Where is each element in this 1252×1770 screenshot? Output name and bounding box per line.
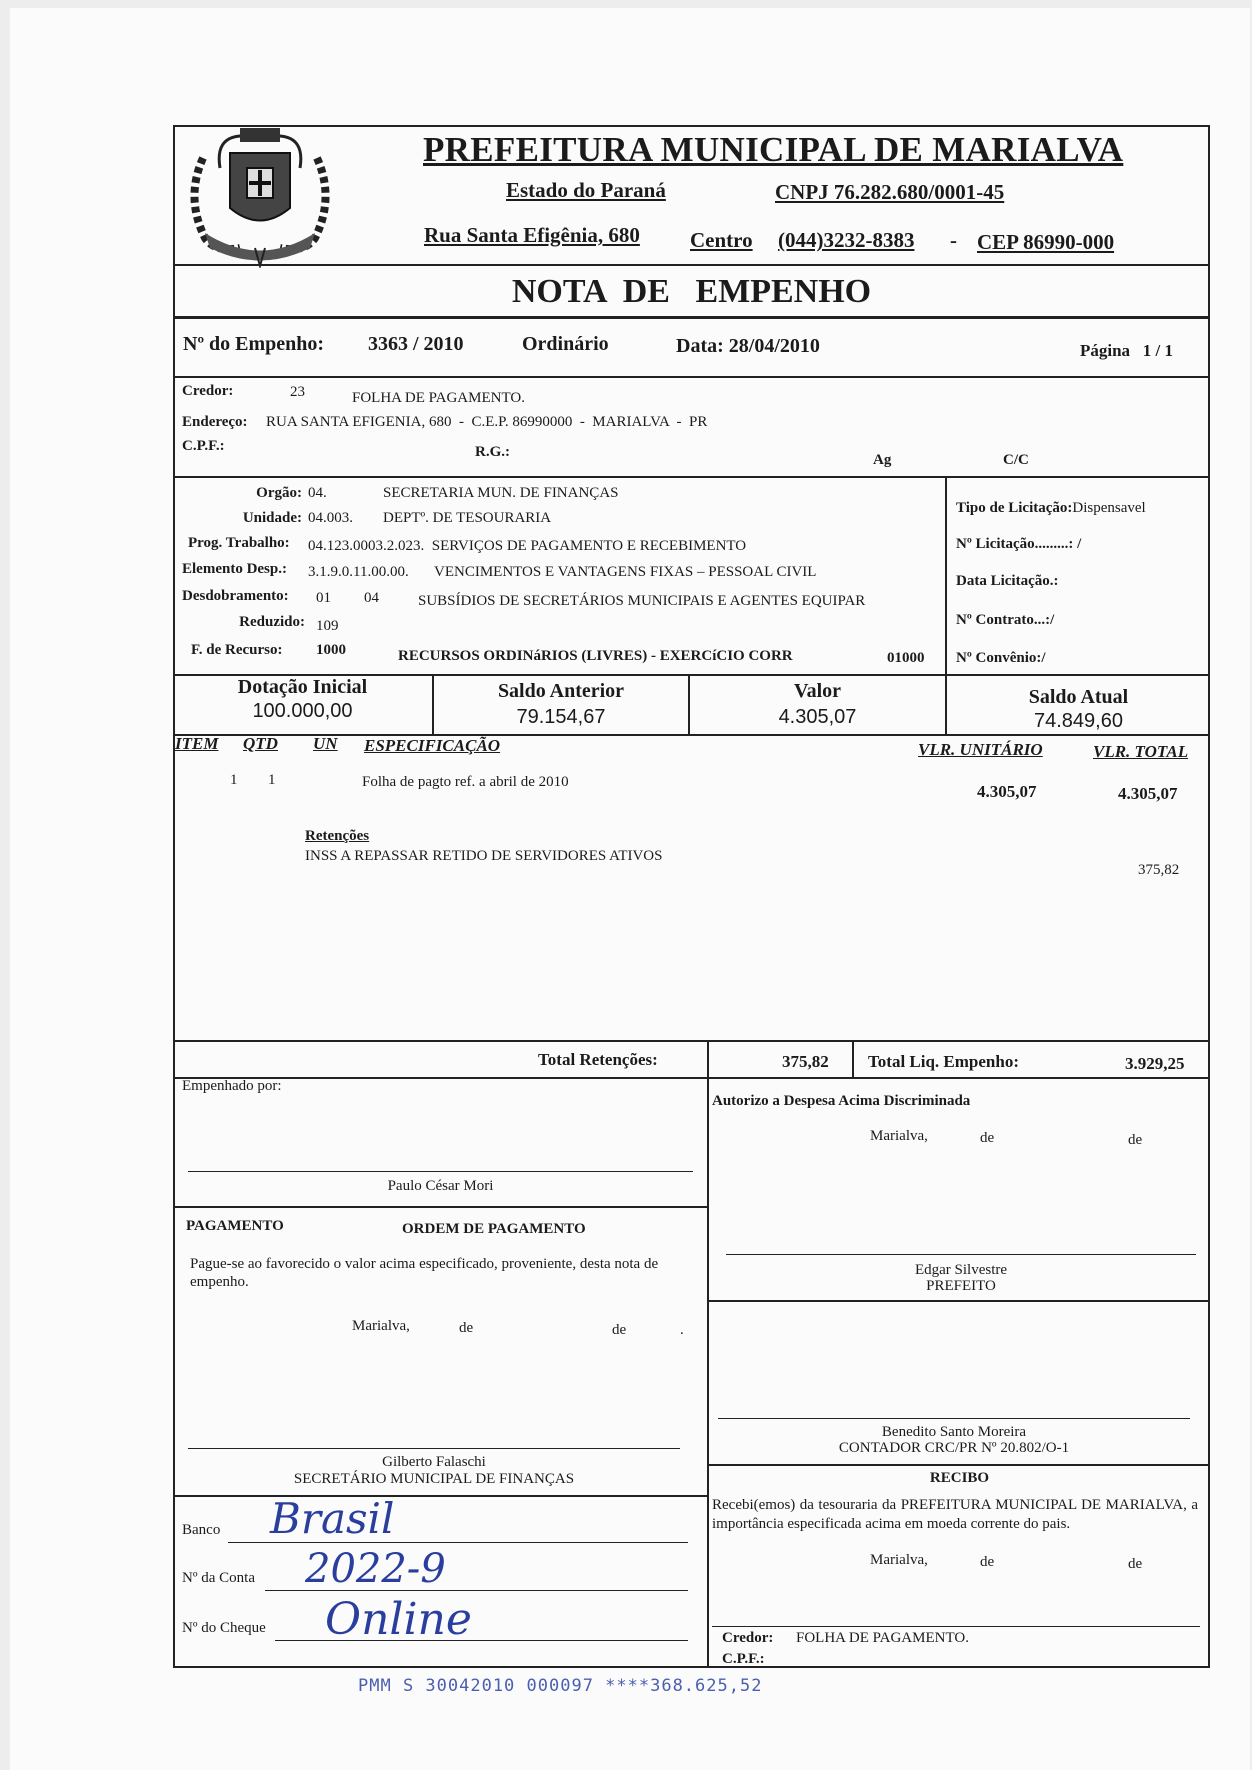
retencoes-label: Retenções	[305, 828, 370, 844]
total-liq-label: Total Liq. Empenho:	[868, 1052, 1019, 1071]
header-cnpj: CNPJ 76.282.680/0001-45	[775, 180, 1005, 204]
divider	[173, 476, 1210, 478]
dotacao-value: 100.000,00	[252, 700, 353, 722]
divider	[173, 376, 1210, 378]
licitacao-tipo-value: Dispensavel	[1072, 500, 1146, 516]
orgao-name: SECRETARIA MUN. DE FINANÇAS	[383, 485, 619, 501]
unidade-code: 04.003.	[308, 510, 353, 526]
row-spec: Folha de pagto ref. a abril de 2010	[362, 774, 569, 790]
reduzido-label: Reduzido:	[239, 614, 305, 630]
licitacao-contrato: Nº Contrato...:/	[956, 612, 1055, 628]
divider	[173, 1206, 707, 1208]
rg-label: R.G.:	[475, 444, 510, 460]
contador-role: CONTADOR CRC/PR Nº 20.802/O-1	[838, 1440, 1070, 1456]
recibo-de1: de	[980, 1554, 995, 1570]
recurso-name: RECURSOS ORDINáRIOS (LIVRES) - EXERCíCIO CORR	[398, 648, 793, 664]
desdob-b: 04	[364, 590, 379, 606]
divider	[173, 1040, 1210, 1042]
header-cep: CEP 86990-000	[977, 230, 1115, 254]
header-street: Rua Santa Efigênia, 680	[424, 223, 640, 247]
pagamento-dot: .	[680, 1322, 684, 1338]
cheque-handwriting: Online	[325, 1594, 472, 1645]
licitacao-convenio: Nº Convênio:/	[956, 650, 1046, 666]
reduzido-value: 109	[316, 618, 339, 634]
autorizo-de1: de	[980, 1130, 995, 1146]
signature-line	[712, 1626, 1200, 1627]
cc-label: C/C	[1003, 452, 1029, 468]
payment-stamp: PMM S 30042010 000097 ****368.625,52	[358, 1676, 763, 1696]
licitacao-data: Data Licitação.:	[956, 573, 1059, 589]
pagamento-signer: Gilberto Falaschi	[382, 1454, 486, 1470]
anterior-label: Saldo Anterior	[497, 680, 625, 702]
signature-line	[188, 1171, 693, 1172]
header-state: Estado do Paraná	[506, 178, 666, 202]
header-dash: -	[950, 228, 957, 252]
prog-value: 04.123.0003.2.023. SERVIÇOS DE PAGAMENTO E RECEBIMENTO	[308, 538, 747, 554]
col-total: VLR. TOTAL	[1093, 742, 1189, 761]
prog-label: Prog. Trabalho:	[188, 535, 290, 551]
autorizo-place: Marialva,	[870, 1128, 928, 1144]
divider	[707, 1464, 1210, 1466]
licitacao-tipo-label	[956, 500, 1146, 517]
credor-code: 23	[290, 384, 305, 400]
signature-line	[718, 1418, 1190, 1419]
dotacao-label: Dotação Inicial	[237, 676, 368, 698]
recurso-code: 1000	[316, 642, 346, 658]
col-un: UN	[313, 734, 338, 753]
atual-value: 74.849,60	[1034, 710, 1123, 732]
doc-title: NOTA DE EMPENHO	[511, 273, 872, 310]
divider	[707, 1300, 1210, 1302]
row-item: 1	[230, 772, 238, 788]
total-retencoes-label: Total Retenções:	[538, 1050, 658, 1069]
credor-label: Credor:	[182, 383, 234, 399]
contador-name: Benedito Santo Moreira	[881, 1424, 1027, 1440]
row-qtd: 1	[268, 772, 276, 788]
orgao-label: Orgão:	[256, 485, 302, 501]
retencao-desc: INSS A REPASSAR RETIDO DE SERVIDORES ATIVOS	[305, 848, 663, 864]
banco-label: Banco	[182, 1522, 221, 1538]
licitacao-tipo-label-text: Tipo de Licitação:	[956, 500, 1073, 516]
total-liq-value: 3.929,25	[1125, 1054, 1185, 1073]
row-total: 4.305,07	[1118, 784, 1178, 803]
licitacao-num: Nº Licitação.........: /	[956, 536, 1082, 552]
total-retencoes-value: 375,82	[782, 1052, 829, 1071]
col-spec: ESPECIFICAÇÃO	[364, 736, 501, 755]
anterior-value: 79.154,67	[516, 706, 606, 728]
elemento-name: VENCIMENTOS E VANTAGENS FIXAS – PESSOAL CIVIL	[434, 564, 817, 580]
recibo-cpf-label: C.P.F.:	[722, 1651, 765, 1667]
empenho-number: 3363 / 2010	[368, 333, 464, 355]
conta-label: Nº da Conta	[182, 1570, 255, 1586]
header-district: Centro	[690, 228, 753, 252]
cheque-label: Nº do Cheque	[182, 1620, 266, 1636]
empenho-page: Página 1 / 1	[1080, 341, 1174, 360]
col-unit: VLR. UNITÁRIO	[918, 740, 1043, 759]
valor-value: 4.305,07	[778, 706, 857, 728]
empenhado-name: Paulo César Mori	[387, 1178, 494, 1194]
divider	[173, 1077, 1210, 1079]
recurso-label: F. de Recurso:	[191, 642, 283, 658]
recurso-num: 01000	[887, 650, 925, 666]
pagamento-place: Marialva,	[352, 1318, 410, 1334]
recibo-de2: de	[1128, 1556, 1143, 1572]
signature-line	[726, 1254, 1196, 1255]
banco-handwriting: Brasil	[270, 1494, 395, 1543]
divider	[707, 1077, 709, 1668]
col-qtd: QTD	[243, 734, 278, 753]
header-phone: (044)3232-8383	[778, 228, 915, 252]
unidade-name: DEPTº. DE TESOURARIA	[383, 510, 552, 526]
valor-label: Valor	[793, 680, 842, 702]
empenho-type: Ordinário	[522, 333, 609, 355]
address-value: RUA SANTA EFIGENIA, 680 - C.E.P. 86990000 - MARIALVA - PR	[266, 414, 708, 430]
empenho-date: Data: 28/04/2010	[676, 335, 820, 357]
recibo-title: RECIBO	[929, 1470, 990, 1486]
col-item: ITEM	[175, 734, 219, 753]
row-unit: 4.305,07	[977, 782, 1037, 801]
pagamento-title: PAGAMENTO	[186, 1218, 284, 1234]
coat-of-arms-icon	[185, 108, 335, 268]
conta-handwriting: 2022-9	[305, 1546, 446, 1592]
desdob-a: 01	[316, 590, 331, 606]
divider	[852, 1040, 854, 1077]
atual-label: Saldo Atual	[1028, 686, 1129, 708]
address-label: Endereço:	[182, 414, 248, 430]
pagamento-de2: de	[612, 1322, 627, 1338]
autorizo-name: Edgar Silvestre	[914, 1262, 1008, 1278]
ag-label: Ag	[873, 452, 892, 468]
empenhado-label: Empenhado por:	[182, 1078, 282, 1094]
header-title: PREFEITURA MUNICIPAL DE MARIALVA	[423, 130, 1124, 169]
divider	[173, 316, 1210, 319]
document-page	[10, 8, 1250, 1770]
elemento-label: Elemento Desp.:	[182, 561, 287, 577]
pagamento-de1: de	[459, 1320, 474, 1336]
credor-name: FOLHA DE PAGAMENTO.	[352, 390, 525, 406]
empenho-number-label: Nº do Empenho:	[183, 333, 325, 355]
recibo-credor-value: FOLHA DE PAGAMENTO.	[796, 1630, 969, 1646]
cpf-label: C.P.F.:	[182, 438, 225, 454]
desdob-label: Desdobramento:	[182, 588, 289, 604]
recibo-text: Recebi(emos) da tesouraria da PREFEITURA MUNICIPAL DE MARIALVA, a importância especificada acima em moeda corrente do pais.	[712, 1497, 1198, 1532]
autorizo-title: Autorizo a Despesa Acima Discriminada	[712, 1093, 971, 1109]
retencao-value: 375,82	[1138, 862, 1180, 878]
recibo-credor-label: Credor:	[722, 1630, 774, 1646]
desdob-name: SUBSÍDIOS DE SECRETÁRIOS MUNICIPAIS E AGENTES EQUIPAR	[418, 593, 866, 609]
autorizo-de2: de	[1128, 1132, 1143, 1148]
divider	[173, 264, 1210, 266]
unidade-label: Unidade:	[242, 510, 302, 526]
pagamento-ordem: ORDEM DE PAGAMENTO	[402, 1221, 586, 1237]
pagamento-text: Pague-se ao favorecido o valor acima especificado, proveniente, desta nota de empenho.	[190, 1256, 659, 1290]
recibo-place: Marialva,	[870, 1552, 928, 1568]
signature-line	[188, 1448, 680, 1449]
elemento-code: 3.1.9.0.11.00.00.	[308, 564, 409, 580]
orgao-code: 04.	[308, 485, 327, 501]
divider	[173, 1495, 707, 1497]
pagamento-signer-role: SECRETÁRIO MUNICIPAL DE FINANÇAS	[293, 1471, 575, 1487]
divider	[707, 1040, 709, 1077]
autorizo-role: PREFEITO	[926, 1278, 996, 1294]
